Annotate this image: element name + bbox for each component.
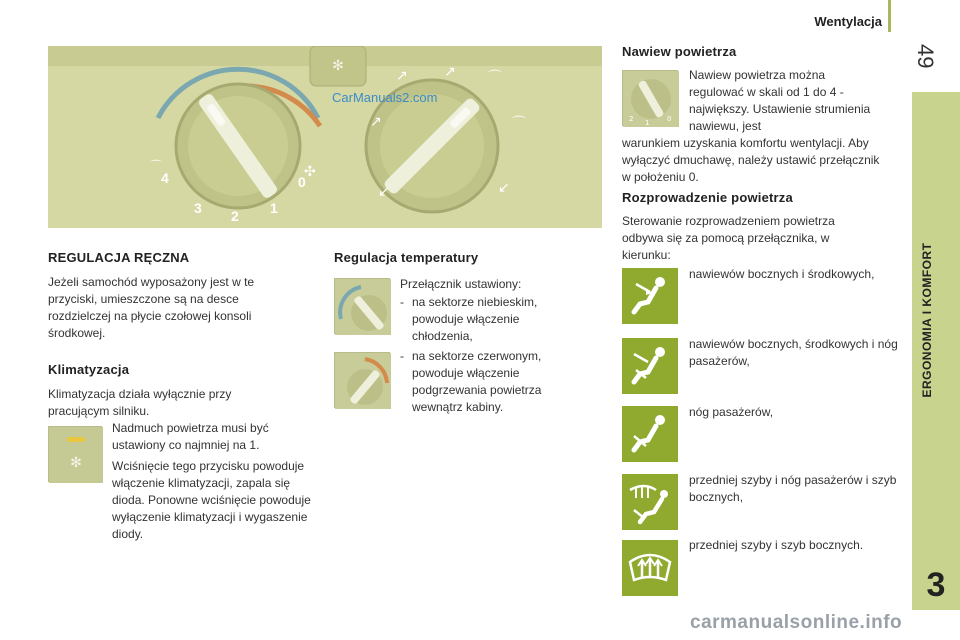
vent-feet-icon <box>622 406 678 462</box>
ac-note-button <box>48 458 318 543</box>
page-number: 49 <box>913 44 938 69</box>
manual-title: REGULACJA RĘCZNA <box>48 250 190 265</box>
vent-face-icon-box <box>622 268 678 324</box>
fan-dial-thumbnail <box>622 70 678 126</box>
chapter-number: 3 <box>912 560 960 610</box>
temp-title: Regulacja temperatury <box>334 250 479 265</box>
fan-text-a: Nawiew powietrza można regulować w skali od 1 do 4 - największy. Ustawienie strumienia nawiewu, jest <box>689 68 871 133</box>
fan-label-2: 2 <box>231 208 239 224</box>
svg-text:2: 2 <box>629 115 634 123</box>
temp-dial-red-image <box>335 353 391 409</box>
fan-label-1: 1 <box>270 200 278 216</box>
fan-title: Nawiew powietrza <box>622 44 737 59</box>
ac-note-button-text: Wciśnięcie tego przycisku powoduje włączenie klimatyzacji, zapala się dioda. Ponowne wciśnięcie powoduje wyłączenie klimatyzacji i wygaszenie diody. <box>112 459 311 541</box>
control-panel-photo <box>48 46 602 228</box>
ac-title: Klimatyzacja <box>48 362 130 377</box>
photo-watermark: CarManuals2.com <box>332 90 438 105</box>
vent-face-feet-icon <box>622 338 678 394</box>
ac-note-min-fan: Nadmuch powietrza musi być ustawiony co najmniej na 1. <box>112 421 269 452</box>
svg-text:✣: ✣ <box>304 164 316 180</box>
svg-text:1: 1 <box>645 119 650 127</box>
dist-option-2: nawiewów bocznych, środkowych i nóg pasażerów, <box>689 337 898 368</box>
dist-option-3: nóg pasażerów, <box>689 405 774 419</box>
temp-item-blue: - na sektorze niebieskim, powoduje włączenie chłodzenia, <box>400 294 580 345</box>
dist-option-4: przedniej szyby i nóg pasażerów i szyb bocznych, <box>689 473 897 504</box>
snowflake-icon: ✻ <box>70 455 82 471</box>
fan-label-3: 3 <box>194 200 202 216</box>
temp-dial-blue-image <box>335 279 391 335</box>
vent-windscreen-feet-icon <box>622 474 678 530</box>
svg-text:↙: ↙ <box>498 180 510 196</box>
svg-text:↗: ↗ <box>444 64 456 80</box>
temp-item-blue-text: na sektorze niebieskim, powoduje włączenie chłodzenia, <box>412 295 538 343</box>
svg-text:0: 0 <box>667 115 672 123</box>
svg-text:↙: ↙ <box>378 184 390 200</box>
temp-dial-blue-thumbnail <box>334 278 390 334</box>
temp-item-red-text: na sektorze czerwonym, powoduje włączenie podgrzewania powietrza wewnątrz kabiny. <box>412 349 542 414</box>
dist-intro: Sterowanie rozprowadzeniem powietrza odbywa się za pomocą przełącznika, w kierunku: <box>622 214 835 262</box>
temp-intro: Przełącznik ustawiony: <box>400 277 522 291</box>
fan-dial-image <box>623 71 679 127</box>
header-divider <box>888 0 891 32</box>
dist-option-1: nawiewów bocznych i środkowych, <box>689 267 875 281</box>
defrost-windscreen-icon <box>622 540 678 596</box>
control-panel-illustration <box>48 46 602 228</box>
fan-text-b: warunkiem uzyskania komfortu wentylacji. Aby wyłączyć dmuchawę, należy ustawić przełącznik w położeniu 0. <box>622 136 880 184</box>
dist-option-5: przedniej szyby i szyb bocznych. <box>689 538 864 552</box>
section-header: Wentylacja <box>814 14 882 29</box>
chapter-title: ERGONOMIA I KOMFORT <box>920 242 934 398</box>
defrost-windscreen-icon-box <box>622 540 678 596</box>
svg-text:↗: ↗ <box>396 68 408 84</box>
ac-text: Klimatyzacja działa wyłącznie przy pracującym silniku. <box>48 387 232 418</box>
dist-title: Rozprowadzenie powietrza <box>622 190 793 205</box>
svg-text:✻: ✻ <box>332 58 344 74</box>
manual-text: Jeżeli samochód wyposażony jest w te przyciski, umieszczone są na desce rozdzielczej na płycie czołowej konsoli środkowej. <box>48 275 255 340</box>
temp-dial-red-thumbnail <box>334 352 390 408</box>
vent-windscreen-feet-icon-box <box>622 474 678 530</box>
vent-face-feet-icon-box <box>622 338 678 394</box>
temp-item-red: - na sektorze czerwonym, powoduje włączenie podgrzewania powietrza wewnątrz kabiny. <box>400 348 580 416</box>
vent-feet-icon-box <box>622 406 678 462</box>
fan-label-4: 4 <box>161 170 169 186</box>
svg-text:↗: ↗ <box>370 114 382 130</box>
svg-text:⌒: ⌒ <box>150 159 163 173</box>
fan-label-0: 0 <box>298 174 306 190</box>
footer-watermark: carmanualsonline.info <box>690 612 903 633</box>
vent-face-icon <box>622 268 678 324</box>
svg-text:⌒: ⌒ <box>488 70 502 86</box>
svg-text:⌒: ⌒ <box>512 116 526 132</box>
